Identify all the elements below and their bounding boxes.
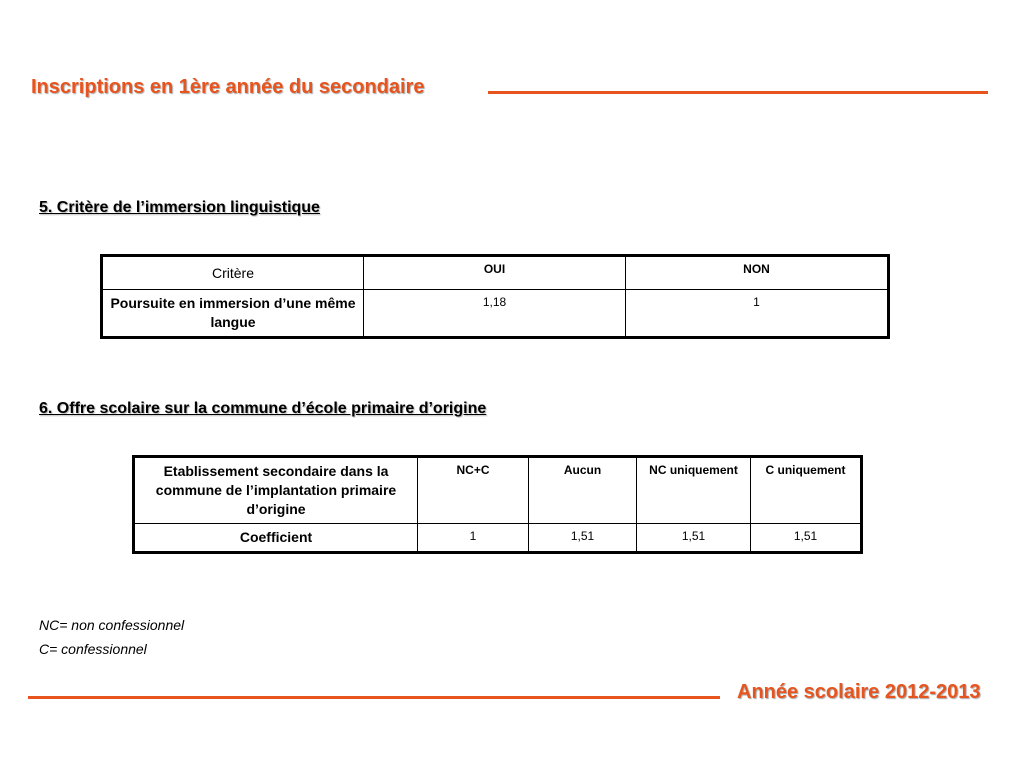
table-header-oui: OUI bbox=[364, 256, 626, 290]
cell-non-value: 1 bbox=[626, 290, 889, 338]
title-divider bbox=[488, 91, 988, 94]
page-title: Inscriptions en 1ère année du secondaire bbox=[31, 76, 425, 98]
table-row bbox=[102, 290, 889, 338]
row-label-immersion: Poursuite en immersion d’une même langue bbox=[102, 290, 364, 338]
note-c: C= confessionnel bbox=[39, 641, 147, 657]
cell-nc-c-value: 1 bbox=[418, 524, 529, 553]
table-row bbox=[134, 457, 862, 524]
table-header-nc-c: NC+C bbox=[418, 457, 529, 524]
cell-nc-uniquement-value: 1,51 bbox=[637, 524, 751, 553]
table-row bbox=[134, 524, 862, 553]
table-header-critere: Critère bbox=[102, 256, 364, 290]
table-row bbox=[102, 256, 889, 290]
immersion-table bbox=[100, 254, 890, 339]
footer-divider bbox=[28, 696, 720, 699]
table-header-non: NON bbox=[626, 256, 889, 290]
table-header-nc-uniquement: NC uniquement bbox=[637, 457, 751, 524]
table-header-aucun: Aucun bbox=[529, 457, 637, 524]
section-6-heading: 6. Offre scolaire sur la commune d’école primaire d’origine bbox=[39, 400, 487, 417]
offre-scolaire-table bbox=[132, 455, 863, 554]
note-nc: NC= non confessionnel bbox=[39, 617, 185, 633]
cell-oui-value: 1,18 bbox=[364, 290, 626, 338]
row-label-etablissement: Etablissement secondaire dans la commune de l’implantation primaire d’origine bbox=[134, 457, 418, 524]
table-header-c-uniquement: C uniquement bbox=[751, 457, 862, 524]
cell-c-uniquement-value: 1,51 bbox=[751, 524, 862, 553]
footer-text: Année scolaire 2012-2013 bbox=[737, 681, 981, 703]
row-label-coefficient: Coefficient bbox=[134, 524, 418, 553]
section-5-heading: 5. Critère de l’immersion linguistique bbox=[39, 199, 320, 216]
cell-aucun-value: 1,51 bbox=[529, 524, 637, 553]
